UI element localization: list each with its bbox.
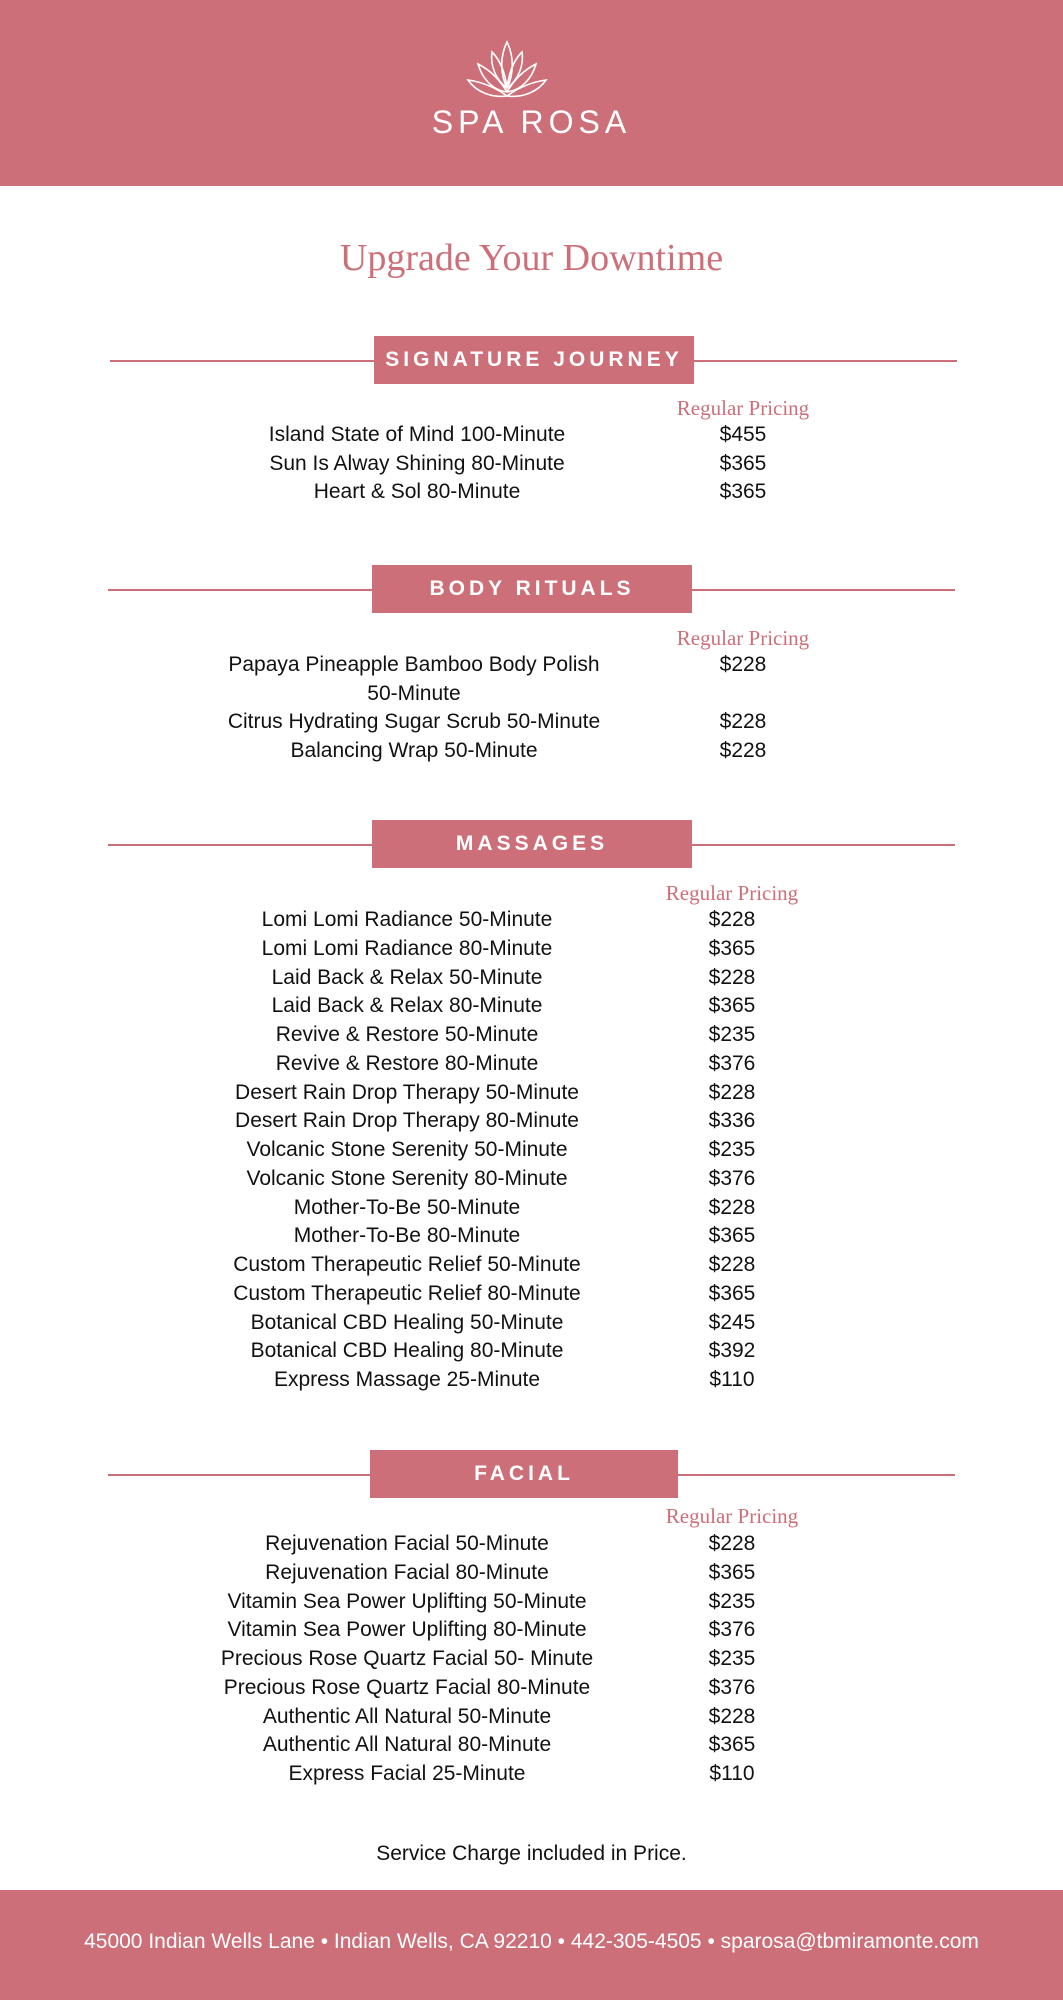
service-name: Sun Is Alway Shining 80-Minute xyxy=(269,452,565,475)
pricing-column-header: Regular Pricing xyxy=(676,396,810,420)
service-name: Revive & Restore 50-Minute xyxy=(275,1023,539,1046)
service-price: $365 xyxy=(708,1733,756,1757)
service-price: $228 xyxy=(708,1195,756,1219)
service-name: Botanical CBD Healing 50-Minute xyxy=(250,1310,564,1334)
service-name: Papaya Pineapple Bamboo Body Polish 50-Minute xyxy=(228,653,600,705)
service-name: Vitamin Sea Power Uplifting 80-Minute xyxy=(227,1618,587,1642)
service-price: $235 xyxy=(708,1023,756,1046)
service-price: $365 xyxy=(708,1224,756,1248)
divider-line xyxy=(678,1474,955,1476)
service-price: $336 xyxy=(708,1109,756,1133)
service-name: Laid Back & Relax 80-Minute xyxy=(271,994,543,1018)
pricing-column-header: Regular Pricing xyxy=(676,626,810,650)
service-price: $228 xyxy=(708,908,756,931)
service-price: $235 xyxy=(708,1589,756,1613)
service-name: Balancing Wrap 50-Minute xyxy=(290,739,538,762)
service-price: $376 xyxy=(708,1618,756,1642)
divider-line xyxy=(108,1474,370,1476)
service-name: Mother-To-Be 80-Minute xyxy=(293,1224,521,1248)
service-name: Botanical CBD Healing 80-Minute xyxy=(250,1339,564,1363)
service-price: $228 xyxy=(719,739,767,762)
service-name: Desert Rain Drop Therapy 50-Minute xyxy=(235,1080,579,1104)
service-price: $376 xyxy=(708,1051,756,1075)
brand-name: SPA ROSA xyxy=(431,104,632,140)
service-name: Authentic All Natural 80-Minute xyxy=(262,1733,552,1757)
service-name: Heart & Sol 80-Minute xyxy=(313,480,521,503)
service-price: $228 xyxy=(719,710,767,733)
pricing-column-header: Regular Pricing xyxy=(665,881,799,905)
divider-line xyxy=(110,360,374,362)
service-price: $228 xyxy=(708,1253,756,1276)
service-price: $365 xyxy=(708,1281,756,1305)
section-heading: FACIAL xyxy=(370,1450,678,1498)
service-price: $365 xyxy=(708,1560,756,1584)
service-name: Desert Rain Drop Therapy 80-Minute xyxy=(235,1109,579,1133)
divider-line xyxy=(108,844,372,846)
pricing-column-header: Regular Pricing xyxy=(665,1504,799,1528)
service-name: Express Massage 25-Minute xyxy=(273,1368,541,1391)
section-heading: BODY RITUALS xyxy=(372,565,692,613)
service-price: $110 xyxy=(709,1368,755,1391)
service-name: Lomi Lomi Radiance 80-Minute xyxy=(261,936,553,960)
service-price: $228 xyxy=(708,1080,756,1104)
service-price: $110 xyxy=(709,1762,755,1785)
service-note: Service Charge included in Price. xyxy=(376,1842,687,1865)
service-name: Rejuvenation Facial 80-Minute xyxy=(265,1560,549,1584)
service-name: Lomi Lomi Radiance 50-Minute xyxy=(261,908,553,931)
section-heading: SIGNATURE JOURNEY xyxy=(374,336,694,384)
service-price: $455 xyxy=(719,423,767,446)
lotus-icon xyxy=(462,36,552,106)
header-bar xyxy=(0,0,1063,186)
service-name: Rejuvenation Facial 50-Minute xyxy=(265,1532,549,1555)
service-price: $245 xyxy=(708,1310,756,1334)
service-price: $365 xyxy=(719,452,767,475)
service-name: Mother-To-Be 50-Minute xyxy=(293,1195,521,1219)
service-name: Volcanic Stone Serenity 80-Minute xyxy=(246,1166,568,1190)
section-heading: MASSAGES xyxy=(372,820,692,868)
service-price: $235 xyxy=(708,1138,756,1161)
page-title: Upgrade Your Downtime xyxy=(339,237,724,279)
service-price: $235 xyxy=(708,1647,756,1670)
service-price: $376 xyxy=(708,1675,756,1699)
service-name: Precious Rose Quartz Facial 50- Minute xyxy=(220,1647,594,1670)
service-price: $365 xyxy=(719,480,767,503)
divider-line xyxy=(694,360,957,362)
service-name: Authentic All Natural 50-Minute xyxy=(262,1704,552,1728)
service-price: $228 xyxy=(708,1704,756,1728)
service-name: Custom Therapeutic Relief 50-Minute xyxy=(233,1253,581,1276)
service-price: $365 xyxy=(708,994,756,1018)
service-name: Vitamin Sea Power Uplifting 50-Minute xyxy=(227,1589,587,1613)
service-price: $392 xyxy=(708,1339,756,1363)
footer-contact: 45000 Indian Wells Lane • Indian Wells, CA 92210 • 442-305-4505 • sparosa@tbmiramonte.com xyxy=(84,1930,979,1953)
service-price: $228 xyxy=(708,965,756,989)
service-price: $376 xyxy=(708,1166,756,1190)
footer-bar xyxy=(0,1890,1063,2000)
service-name: Citrus Hydrating Sugar Scrub 50-Minute xyxy=(227,710,601,733)
service-name: Revive & Restore 80-Minute xyxy=(275,1051,539,1075)
service-price: $228 xyxy=(708,1532,756,1555)
service-name: Island State of Mind 100-Minute xyxy=(268,423,566,446)
service-name: Volcanic Stone Serenity 50-Minute xyxy=(246,1138,568,1161)
service-price: $365 xyxy=(708,936,756,960)
service-name: Laid Back & Relax 50-Minute xyxy=(271,965,543,989)
service-name: Custom Therapeutic Relief 80-Minute xyxy=(233,1281,581,1305)
divider-line xyxy=(692,589,955,591)
divider-line xyxy=(692,844,955,846)
service-price: $228 xyxy=(719,653,767,676)
divider-line xyxy=(108,589,372,591)
service-name: Express Facial 25-Minute xyxy=(288,1762,526,1785)
service-name: Precious Rose Quartz Facial 80-Minute xyxy=(223,1675,591,1699)
